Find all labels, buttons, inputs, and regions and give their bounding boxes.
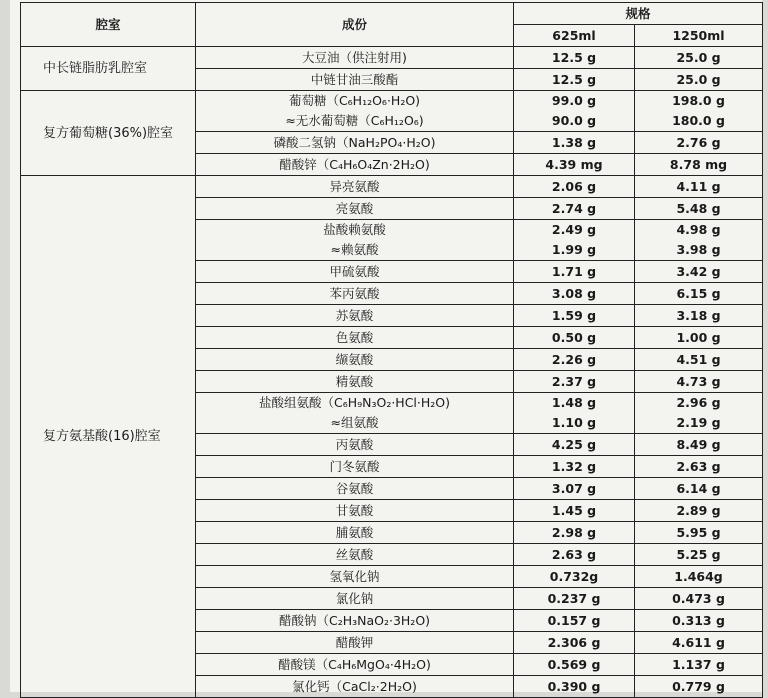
spec-1250ml-value-line1: 198.0 g (672, 93, 725, 108)
component-name-line2: ≈无水葡萄糖（C₆H₁₂O₆) (285, 113, 424, 128)
component-name-line2: ≈组氨酸 (330, 415, 379, 430)
spec-625ml-value-line1: 99.0 g (551, 93, 597, 108)
component-name: 精氨酸 (196, 371, 514, 393)
spec-1250ml-value (635, 220, 763, 261)
spec-625ml-value: 2.26 g (514, 349, 635, 371)
spec-625ml-value: 0.390 g (514, 676, 635, 698)
component-name: 丙氨酸 (196, 434, 514, 456)
spec-1250ml-value: 25.0 g (635, 69, 763, 91)
spec-1250ml-value: 3.18 g (635, 305, 763, 327)
component-name: 醋酸钠（C₂H₃NaO₂·3H₂O) (196, 610, 514, 632)
spec-625ml-value: 0.50 g (514, 327, 635, 349)
chamber-lipid: 中长链脂肪乳腔室 (21, 47, 196, 91)
spec-625ml-value (514, 91, 635, 132)
spec-1250ml-value: 4.51 g (635, 349, 763, 371)
spec-1250ml-value: 8.49 g (635, 434, 763, 456)
header-row (21, 3, 763, 25)
component-name: 谷氨酸 (196, 478, 514, 500)
component-name: 甘氨酸 (196, 500, 514, 522)
spec-1250ml-value: 2.63 g (635, 456, 763, 478)
component-name: 醋酸锌（C₄H₆O₄Zn·2H₂O) (196, 154, 514, 176)
table-row (21, 47, 763, 69)
spec-625ml-value: 1.71 g (514, 261, 635, 283)
component-name-line2: ≈赖氨酸 (330, 242, 379, 257)
component-name: 亮氨酸 (196, 198, 514, 220)
spec-1250ml-value: 2.76 g (635, 132, 763, 154)
spec-625ml-value: 2.63 g (514, 544, 635, 566)
spec-625ml-value: 1.38 g (514, 132, 635, 154)
spec-1250ml-value: 3.42 g (635, 261, 763, 283)
component-name: 门冬氨酸 (196, 456, 514, 478)
spec-1250ml-value (635, 393, 763, 434)
component-name: 氢氧化钠 (196, 566, 514, 588)
spec-1250ml-value (635, 91, 763, 132)
header-spec-625ml: 625ml (514, 25, 635, 47)
spec-625ml-value: 2.37 g (514, 371, 635, 393)
spec-625ml-value: 0.157 g (514, 610, 635, 632)
spec-1250ml-value-line1: 2.96 g (676, 395, 721, 410)
spec-625ml-value: 2.98 g (514, 522, 635, 544)
spec-625ml-value: 3.08 g (514, 283, 635, 305)
spec-1250ml-value-line2: 3.98 g (676, 242, 721, 257)
spec-1250ml-value: 2.89 g (635, 500, 763, 522)
spec-1250ml-value: 4.11 g (635, 176, 763, 198)
composition-table (20, 2, 763, 698)
spec-1250ml-value: 1.00 g (635, 327, 763, 349)
table-body (21, 47, 763, 698)
spec-1250ml-value: 0.313 g (635, 610, 763, 632)
header-component: 成份 (196, 3, 514, 47)
spec-625ml-value: 3.07 g (514, 478, 635, 500)
spec-1250ml-value: 6.14 g (635, 478, 763, 500)
spec-1250ml-value: 1.137 g (635, 654, 763, 676)
component-name: 苏氨酸 (196, 305, 514, 327)
component-name (196, 91, 514, 132)
component-name: 缬氨酸 (196, 349, 514, 371)
spec-625ml-value: 4.25 g (514, 434, 635, 456)
spec-1250ml-value: 5.95 g (635, 522, 763, 544)
spec-625ml-value: 2.306 g (514, 632, 635, 654)
spec-625ml-value-line2: 1.99 g (551, 242, 597, 257)
header-spec: 规格 (514, 3, 763, 25)
header-spec-1250ml: 1250ml (635, 25, 763, 47)
component-name-line1: 盐酸组氨酸（C₆H₉N₃O₂·HCl·H₂O) (258, 395, 451, 410)
component-name: 大豆油（供注射用) (196, 47, 514, 69)
spec-625ml-value: 1.59 g (514, 305, 635, 327)
component-name: 脯氨酸 (196, 522, 514, 544)
component-name: 醋酸钾 (196, 632, 514, 654)
spec-1250ml-value: 6.15 g (635, 283, 763, 305)
table-row (21, 176, 763, 198)
spec-625ml-value-line1: 2.49 g (551, 222, 597, 237)
spec-625ml-value-line2: 1.10 g (551, 415, 597, 430)
spec-625ml-value: 4.39 mg (514, 154, 635, 176)
chamber-amino: 复方氨基酸(16)腔室 (21, 176, 196, 698)
component-name: 丝氨酸 (196, 544, 514, 566)
spec-625ml-value: 2.06 g (514, 176, 635, 198)
spec-625ml-value: 1.32 g (514, 456, 635, 478)
component-name: 色氨酸 (196, 327, 514, 349)
spec-1250ml-value: 0.473 g (635, 588, 763, 610)
spec-625ml-value: 0.732g (514, 566, 635, 588)
table-row (21, 91, 763, 132)
component-name-line1: 盐酸赖氨酸 (323, 222, 386, 237)
spec-1250ml-value-line1: 4.98 g (676, 222, 721, 237)
spec-625ml-value (514, 393, 635, 434)
spec-625ml-value: 2.74 g (514, 198, 635, 220)
spec-1250ml-value: 25.0 g (635, 47, 763, 69)
spec-625ml-value: 12.5 g (514, 47, 635, 69)
component-name: 中链甘油三酸酯 (196, 69, 514, 91)
spec-1250ml-value-line2: 180.0 g (672, 113, 725, 128)
spec-1250ml-value: 8.78 mg (635, 154, 763, 176)
component-name: 氯化钠 (196, 588, 514, 610)
spec-625ml-value: 12.5 g (514, 69, 635, 91)
spec-1250ml-value: 5.25 g (635, 544, 763, 566)
component-name: 醋酸镁（C₄H₆MgO₄·4H₂O) (196, 654, 514, 676)
component-name (196, 220, 514, 261)
spec-625ml-value: 0.569 g (514, 654, 635, 676)
component-name: 甲硫氨酸 (196, 261, 514, 283)
spec-1250ml-value: 5.48 g (635, 198, 763, 220)
spec-625ml-value-line2: 90.0 g (551, 113, 597, 128)
spec-1250ml-value: 0.779 g (635, 676, 763, 698)
component-name: 异亮氨酸 (196, 176, 514, 198)
spec-1250ml-value-line2: 2.19 g (676, 415, 721, 430)
spec-625ml-value (514, 220, 635, 261)
chamber-glucose: 复方葡萄糖(36%)腔室 (21, 91, 196, 176)
spec-625ml-value-line1: 1.48 g (551, 395, 597, 410)
component-name: 磷酸二氢钠（NaH₂PO₄·H₂O) (196, 132, 514, 154)
component-name-line1: 葡萄糖（C₆H₁₂O₆·H₂O) (288, 93, 421, 108)
header-chamber: 腔室 (21, 3, 196, 47)
component-name (196, 393, 514, 434)
spec-1250ml-value: 1.464g (635, 566, 763, 588)
component-name: 苯丙氨酸 (196, 283, 514, 305)
spec-625ml-value: 0.237 g (514, 588, 635, 610)
spec-1250ml-value: 4.611 g (635, 632, 763, 654)
document-page (10, 0, 762, 692)
spec-625ml-value: 1.45 g (514, 500, 635, 522)
component-name: 氯化钙（CaCl₂·2H₂O) (196, 676, 514, 698)
spec-1250ml-value: 4.73 g (635, 371, 763, 393)
